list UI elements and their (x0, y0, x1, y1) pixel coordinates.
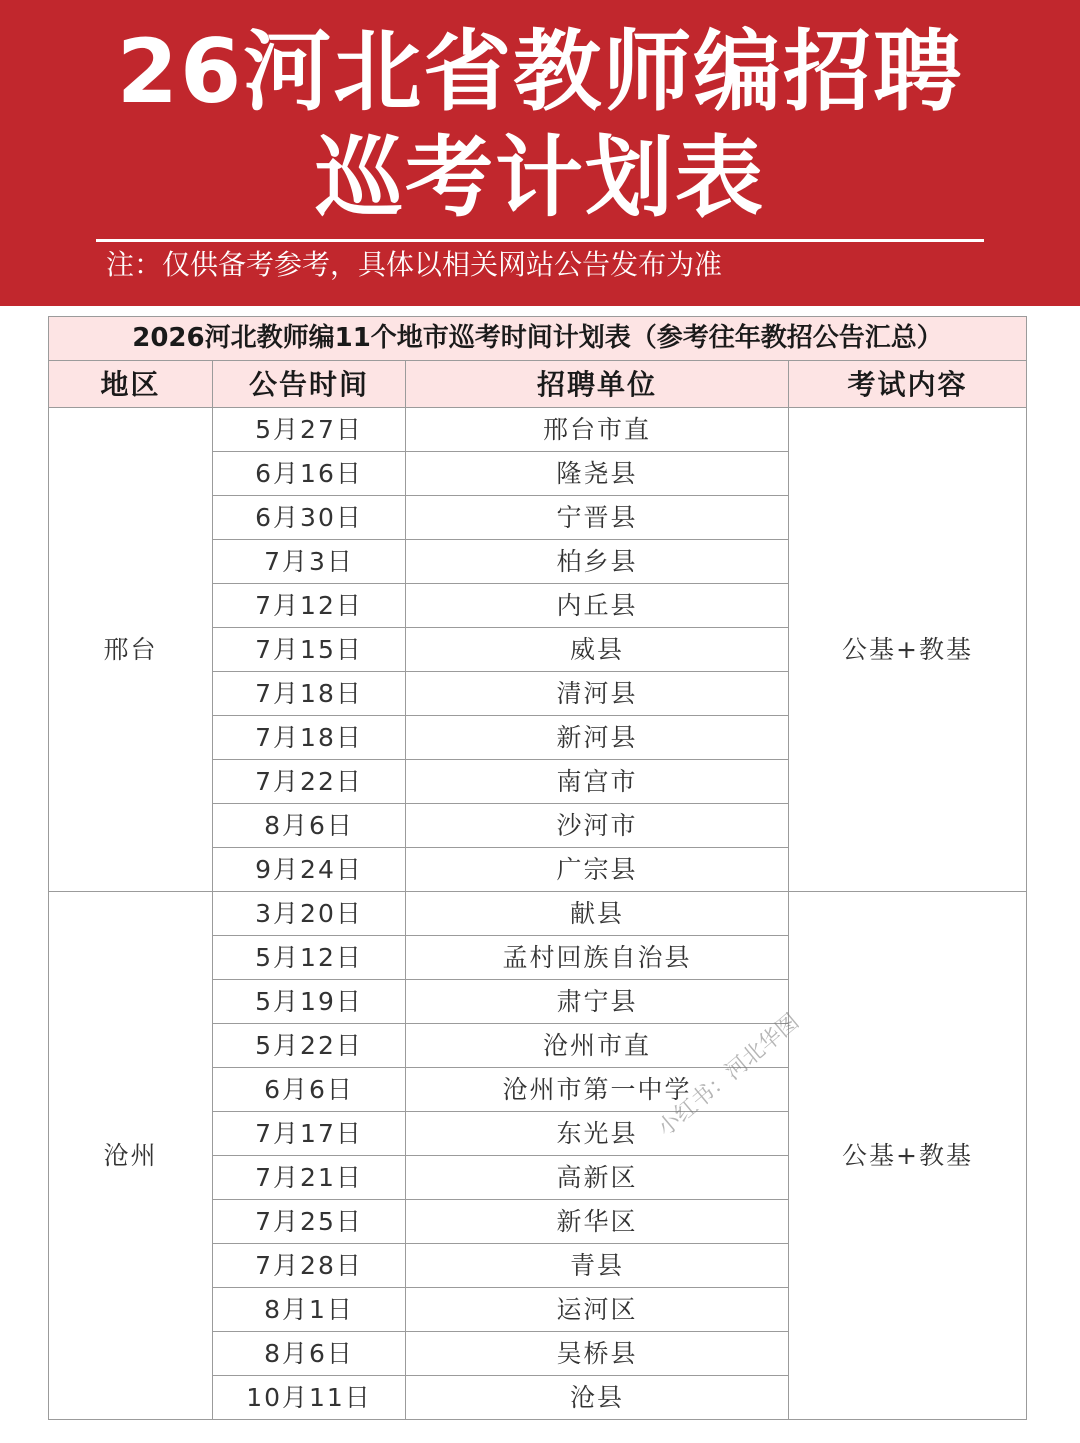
date-cell: 7月18日 (213, 672, 406, 716)
date-cell: 3月20日 (213, 892, 406, 936)
unit-cell: 孟村回族自治县 (406, 936, 789, 980)
page-title-line1: 26河北省教师编招聘 (116, 20, 964, 123)
column-header-content: 考试内容 (789, 361, 1027, 408)
date-cell: 10月11日 (213, 1376, 406, 1420)
unit-cell: 新华区 (406, 1200, 789, 1244)
date-cell: 7月3日 (213, 540, 406, 584)
table-row (49, 892, 1027, 936)
date-cell: 5月12日 (213, 936, 406, 980)
date-cell: 7月12日 (213, 584, 406, 628)
date-cell: 5月19日 (213, 980, 406, 1024)
date-cell: 8月6日 (213, 1332, 406, 1376)
unit-cell: 肃宁县 (406, 980, 789, 1024)
column-header-date: 公告时间 (213, 361, 406, 408)
unit-cell: 南宫市 (406, 760, 789, 804)
date-cell: 8月1日 (213, 1288, 406, 1332)
unit-cell: 高新区 (406, 1156, 789, 1200)
date-cell: 6月30日 (213, 496, 406, 540)
date-cell: 5月27日 (213, 408, 406, 452)
unit-cell: 献县 (406, 892, 789, 936)
unit-cell: 沙河市 (406, 804, 789, 848)
unit-cell: 内丘县 (406, 584, 789, 628)
date-cell: 7月18日 (213, 716, 406, 760)
watermark-text: 小红书：河北华图 (653, 1009, 805, 1142)
column-header-unit: 招聘单位 (406, 361, 789, 408)
unit-cell: 青县 (406, 1244, 789, 1288)
date-cell: 6月16日 (213, 452, 406, 496)
disclaimer-note: 注：仅供备考参考，具体以相关网站公告发布为准 (106, 248, 723, 281)
column-header-region: 地区 (49, 361, 213, 408)
unit-cell: 邢台市直 (406, 408, 789, 452)
date-cell: 7月21日 (213, 1156, 406, 1200)
date-cell: 5月22日 (213, 1024, 406, 1068)
region-cell: 邢台 (49, 408, 213, 892)
unit-cell: 广宗县 (406, 848, 789, 892)
unit-cell: 运河区 (406, 1288, 789, 1332)
divider-line (96, 239, 984, 242)
date-cell: 7月22日 (213, 760, 406, 804)
unit-cell: 宁晋县 (406, 496, 789, 540)
date-cell: 7月15日 (213, 628, 406, 672)
unit-cell: 清河县 (406, 672, 789, 716)
unit-cell: 东光县 (406, 1112, 789, 1156)
caption-row (49, 317, 1027, 361)
header-banner (0, 0, 1080, 306)
content-cell: 公基+教基 (789, 892, 1027, 1420)
date-cell: 6月6日 (213, 1068, 406, 1112)
region-cell: 沧州 (49, 892, 213, 1420)
table-caption: 2026河北教师编11个地市巡考时间计划表（参考往年教招公告汇总） (49, 317, 1027, 361)
column-header-row (49, 361, 1027, 408)
content-cell: 公基+教基 (789, 408, 1027, 892)
page-title-line2: 巡考计划表 (314, 126, 765, 229)
unit-cell: 沧州市直 (406, 1024, 789, 1068)
table-body (49, 408, 1027, 1420)
unit-cell: 沧州市第一中学 (406, 1068, 789, 1112)
unit-cell: 吴桥县 (406, 1332, 789, 1376)
date-cell: 7月28日 (213, 1244, 406, 1288)
unit-cell: 威县 (406, 628, 789, 672)
date-cell: 7月17日 (213, 1112, 406, 1156)
date-cell: 7月25日 (213, 1200, 406, 1244)
unit-cell: 柏乡县 (406, 540, 789, 584)
unit-cell: 隆尧县 (406, 452, 789, 496)
schedule-table (48, 316, 1027, 1420)
unit-cell: 沧县 (406, 1376, 789, 1420)
date-cell: 8月6日 (213, 804, 406, 848)
table-row (49, 408, 1027, 452)
unit-cell: 新河县 (406, 716, 789, 760)
date-cell: 9月24日 (213, 848, 406, 892)
